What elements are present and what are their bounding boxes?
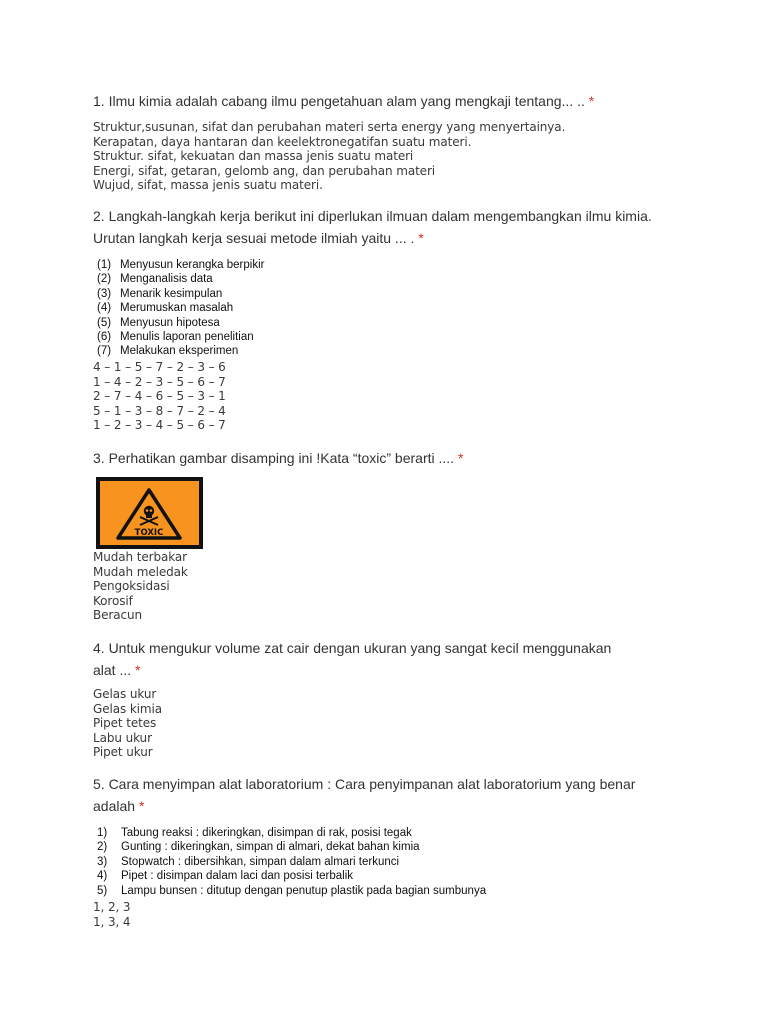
option[interactable]: 1, 2, 3 — [93, 900, 131, 914]
toxic-warning-icon — [100, 481, 199, 545]
svg-text:TOXIC: TOXIC — [134, 528, 164, 538]
required-asterisk: * — [588, 93, 595, 109]
step-item: (2) Menganalisis data — [97, 273, 213, 286]
option[interactable]: Kerapatan, daya hantaran dan keelektronegatifan suatu materi. — [93, 134, 472, 149]
step-item: (6) Menulis laporan penelitian — [97, 331, 254, 344]
required-asterisk: * — [418, 230, 424, 246]
step-item: 3) Stopwatch : dibersihkan, simpan dalam almari terkunci — [97, 855, 400, 868]
required-asterisk: * — [457, 450, 464, 466]
question-5-text: 5. Cara menyimpan alat laboratorium : Cara penyimpanan alat laboratorium yang benar adalah — [93, 776, 636, 814]
option[interactable]: 1, 3, 4 — [93, 914, 131, 929]
question-3-options — [93, 550, 188, 623]
step-item: (7) Melakukan eksperimen — [97, 345, 239, 358]
step-item: 1) Tabung reaksi : dikeringkan, disimpan di rak, posisi tegak — [97, 827, 412, 839]
question-2-text: 2. Langkah-langkah kerja berikut ini diperlukan ilmuan dalam mengembangkan ilmu kimia. Urutan langkah kerja sesuai metode ilmiah yaitu ... . — [93, 208, 652, 246]
option[interactable]: 1 – 2 – 3 – 4 – 5 – 6 – 7 — [93, 418, 226, 433]
required-asterisk: * — [138, 798, 145, 814]
option[interactable]: Struktur,susunan, sifat dan perubahan materi serta energy yang menyertainya. — [93, 120, 566, 134]
question-4-options — [93, 687, 162, 760]
question-1-text: 1. Ilmu kimia adalah cabang ilmu pengetahuan alam yang mengkaji tentang... .. — [93, 93, 589, 109]
step-item: (5) Menyusun hipotesa — [97, 316, 220, 329]
question-2 — [93, 205, 673, 249]
question-2-steps — [97, 258, 264, 359]
step-item: 2) Gunting : dikeringkan, simpan di almari, dekat bahan kimia — [97, 841, 420, 854]
option[interactable]: 5 – 1 – 3 – 8 – 7 – 2 – 4 — [93, 403, 226, 418]
option[interactable]: Gelas ukur — [93, 687, 157, 701]
question-2-options — [93, 360, 226, 433]
option[interactable]: Pengoksidasi — [93, 579, 170, 594]
option[interactable]: 4 – 1 – 5 – 7 – 2 – 3 – 6 — [93, 360, 226, 374]
option[interactable]: Labu ukur — [93, 730, 152, 745]
step-item: (1) Menyusun kerangka berpikir — [97, 259, 265, 271]
question-5 — [93, 773, 673, 817]
option[interactable]: Struktur. sifat, kekuatan dan massa jenis suatu materi — [93, 149, 414, 164]
question-1 — [93, 90, 693, 112]
question-3-text: 3. Perhatikan gambar disamping ini !Kata “toxic” berarti .... — [93, 450, 458, 466]
option[interactable]: Mudah meledak — [93, 564, 188, 579]
option[interactable]: 2 – 7 – 4 – 6 – 5 – 3 – 1 — [93, 389, 226, 404]
option[interactable]: Pipet tetes — [93, 716, 157, 731]
question-3 — [93, 447, 693, 469]
option[interactable]: Wujud, sifat, massa jenis suatu materi. — [93, 178, 323, 193]
question-5-options — [93, 900, 130, 929]
option[interactable]: Pipet ukur — [93, 745, 153, 760]
option[interactable]: Gelas kimia — [93, 701, 162, 716]
toxic-hazard-image — [96, 477, 203, 549]
question-4 — [93, 637, 613, 681]
required-asterisk: * — [135, 662, 141, 678]
step-item: (4) Merumuskan masalah — [97, 302, 234, 315]
option[interactable]: Korosif — [93, 593, 133, 608]
option[interactable]: 1 – 4 – 2 – 3 – 5 – 6 – 7 — [93, 374, 226, 389]
question-5-steps — [97, 826, 486, 898]
step-item: (3) Menarik kesimpulan — [97, 287, 223, 300]
question-4-text: 4. Untuk mengukur volume zat cair dengan ukuran yang sangat kecil menggunakan alat ... — [93, 640, 612, 678]
option[interactable]: Mudah terbakar — [93, 550, 187, 564]
option[interactable]: Energi, sifat, getaran, gelomb ang, dan perubahan materi — [93, 163, 436, 178]
option[interactable]: Beracun — [93, 608, 143, 623]
step-item: 5) Lampu bunsen : ditutup dengan penutup plastik pada bagian sumbunya — [97, 884, 487, 897]
step-item: 4) Pipet : disimpan dalam laci dan posisi terbalik — [97, 870, 354, 883]
question-1-options — [93, 120, 565, 193]
